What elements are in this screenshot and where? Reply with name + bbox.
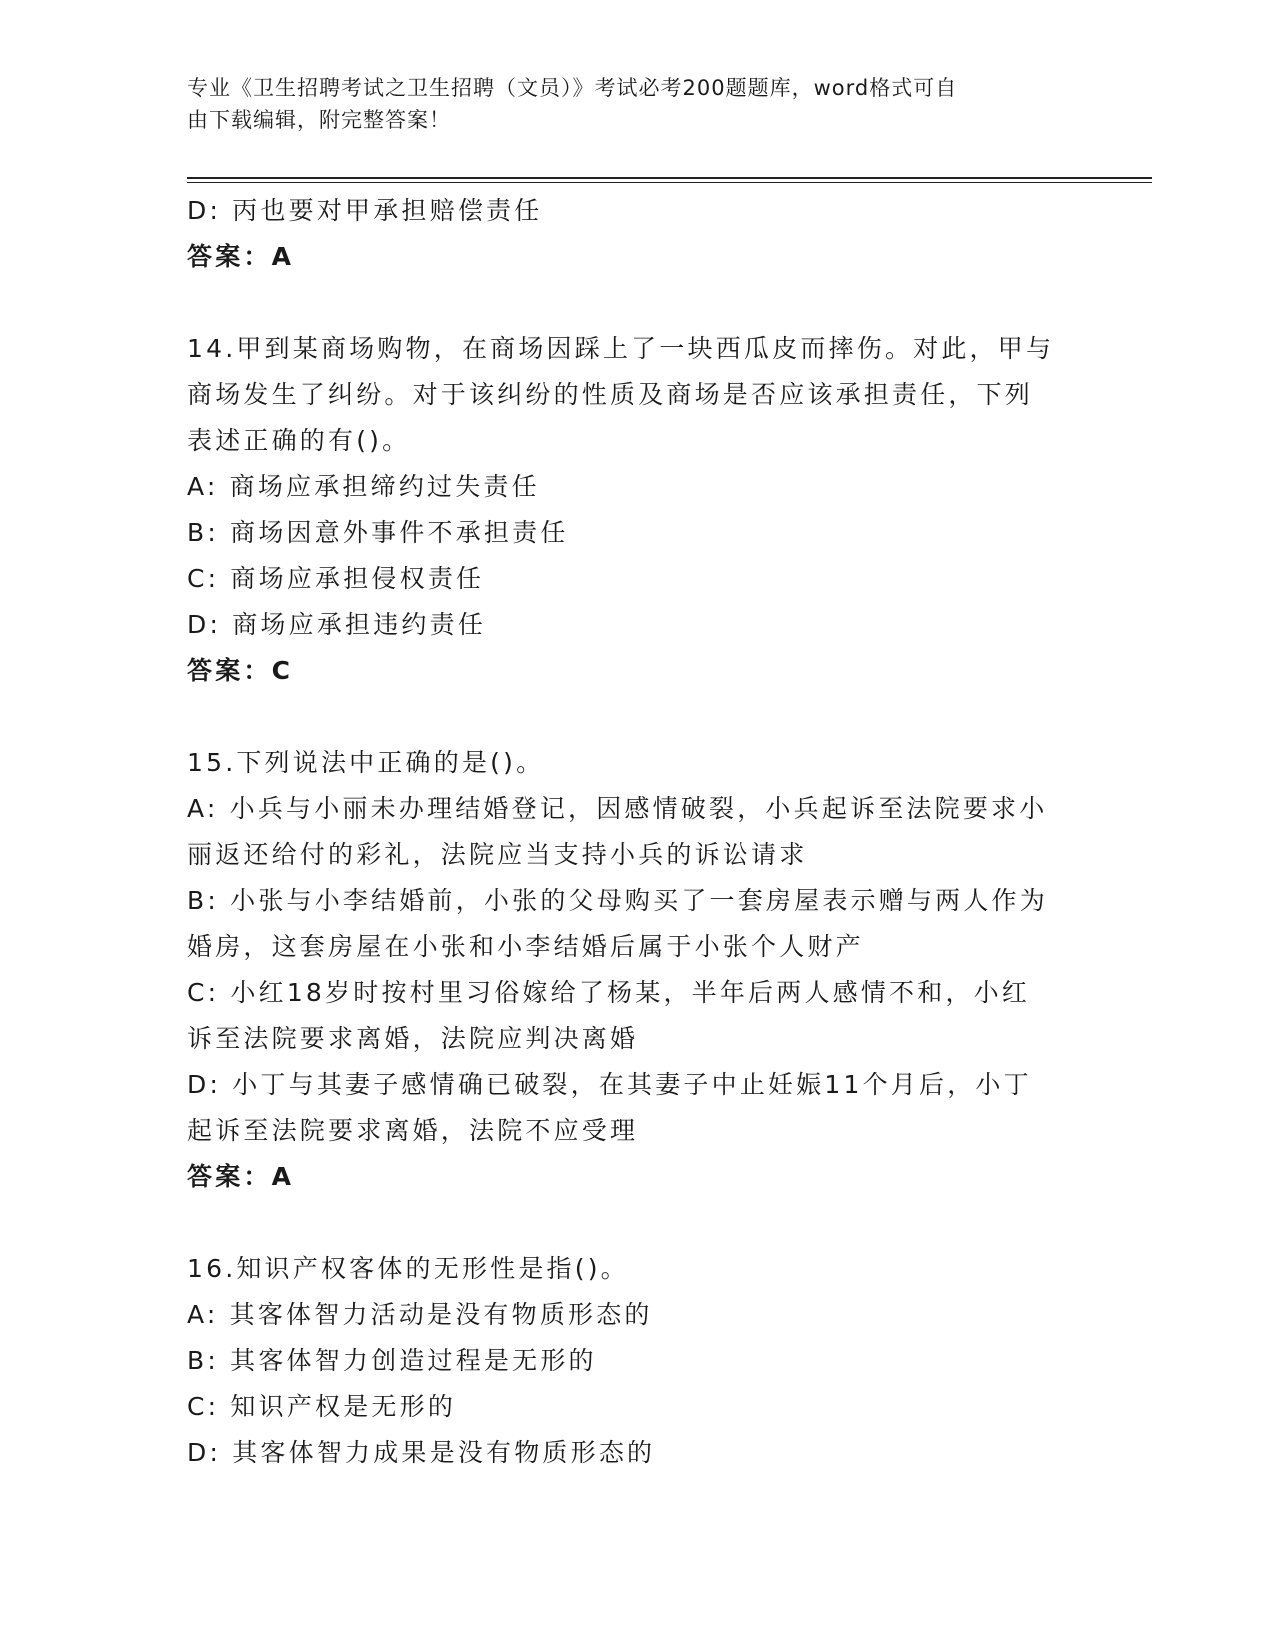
header-divider-thin — [187, 182, 1152, 183]
question-14 — [187, 326, 1067, 694]
option-c: C: 商场应承担侵权责任 — [187, 564, 485, 593]
option-c-line-2: 诉至法院要求离婚，法院应判决离婚 — [187, 1024, 639, 1053]
question-16 — [187, 1246, 1067, 1476]
answer-line: 答案：A — [187, 1162, 295, 1191]
option-d-line-2: 起诉至法院要求离婚，法院不应受理 — [187, 1116, 639, 1145]
option-d: D: 其客体智力成果是没有物质形态的 — [187, 1438, 656, 1467]
option-b-line-1: B: 小张与小李结婚前，小张的父母购买了一套房屋表示赠与两人作为 — [187, 886, 1048, 915]
option-d: D: 商场应承担违约责任 — [187, 610, 487, 639]
question-15 — [187, 740, 1067, 1200]
option-b-line-2: 婚房，这套房屋在小张和小李结婚后属于小张个人财产 — [187, 932, 864, 961]
option-d-line-1: D: 小丁与其妻子感情确已破裂，在其妻子中止妊娠11个月后，小丁 — [187, 1070, 1032, 1099]
option-a-line-2: 丽返还给付的彩礼，法院应当支持小兵的诉讼请求 — [187, 840, 808, 869]
question-stem-line: 14.甲到某商场购物，在商场因踩上了一块西瓜皮而摔伤。对此，甲与 — [187, 334, 1055, 363]
option-d: D: 丙也要对甲承担赔偿责任 — [187, 196, 543, 225]
spacer — [187, 280, 1067, 326]
answer-line: 答案：A — [187, 242, 295, 271]
option-a: A: 商场应承担缔约过失责任 — [187, 472, 540, 501]
header-divider-thick — [187, 177, 1152, 179]
option-c-line-1: C: 小红18岁时按村里习俗嫁给了杨某，半年后两人感情不和，小红 — [187, 978, 1031, 1007]
option-b: B: 商场因意外事件不承担责任 — [187, 518, 569, 547]
spacer — [187, 1200, 1067, 1246]
question-stem: 16.知识产权客体的无形性是指()。 — [187, 1254, 629, 1283]
option-a: A: 其客体智力活动是没有物质形态的 — [187, 1300, 653, 1329]
option-c: C: 知识产权是无形的 — [187, 1392, 457, 1421]
document-body — [187, 188, 1067, 1476]
question-stem-line: 商场发生了纠纷。对于该纠纷的性质及商场是否应该承担责任，下列 — [187, 380, 1034, 409]
question-stem: 15.下列说法中正确的是()。 — [187, 748, 545, 777]
spacer — [187, 694, 1067, 740]
header-line-1: 专业《卫生招聘考试之卫生招聘（文员）》考试必考200题题库，word格式可自 — [187, 76, 958, 100]
option-b: B: 其客体智力创造过程是无形的 — [187, 1346, 597, 1375]
header-line-2: 由下载编辑，附完整答案！ — [187, 108, 451, 132]
question-stem-line: 表述正确的有()。 — [187, 426, 411, 455]
document-header — [187, 72, 1067, 136]
option-a-line-1: A: 小兵与小丽未办理结婚登记，因感情破裂，小兵起诉至法院要求小 — [187, 794, 1048, 823]
answer-line: 答案：C — [187, 656, 294, 685]
prev-question-tail — [187, 188, 1067, 280]
